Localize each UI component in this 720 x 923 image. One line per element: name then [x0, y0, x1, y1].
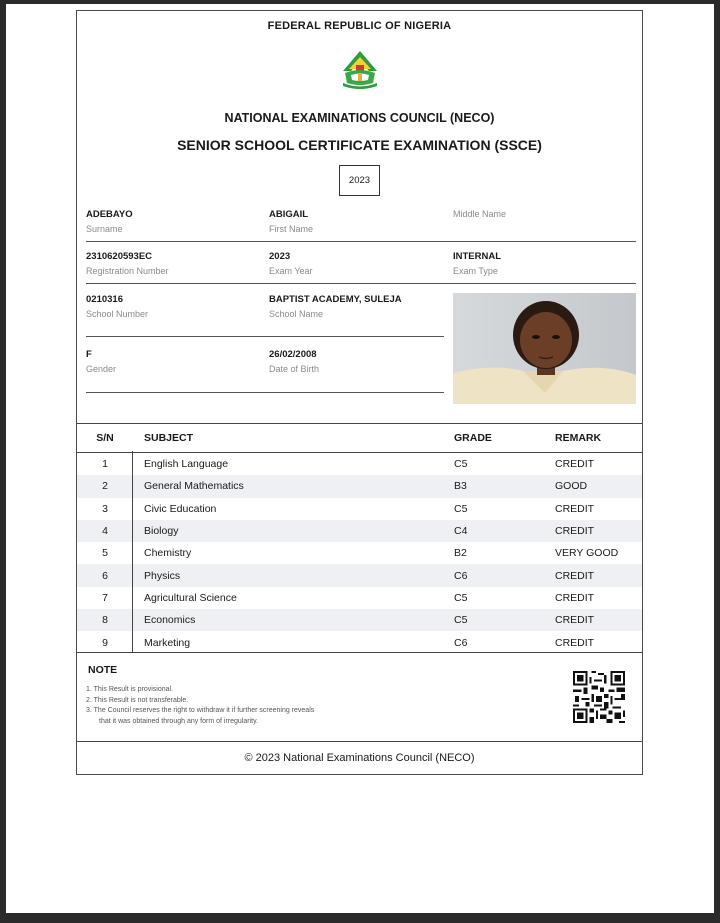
- row-sn: 5: [102, 547, 108, 560]
- row-subject: General Mathematics: [144, 480, 244, 493]
- table-header: [77, 423, 642, 453]
- row-grade: B3: [454, 480, 467, 493]
- table-column-divider: [132, 451, 133, 652]
- exam-year-value: 2023: [269, 251, 291, 262]
- table-row: [77, 542, 642, 564]
- row-grade: B2: [454, 547, 467, 560]
- school-number-field: [86, 294, 148, 319]
- copyright-footer: © 2023 National Examinations Council (NECO): [244, 752, 475, 764]
- exam-year-box: 2023: [339, 165, 380, 196]
- gender-field: [86, 349, 116, 374]
- row-subject: Agricultural Science: [144, 591, 237, 604]
- table-row: [77, 475, 642, 497]
- note-item: 1. This Result is provisional.: [86, 686, 174, 693]
- row-subject: Biology: [144, 525, 179, 538]
- table-row: [77, 520, 642, 542]
- screen-frame-right: [714, 0, 720, 923]
- footer-divider: [77, 741, 642, 742]
- first-name-label: First Name: [269, 224, 314, 234]
- note-list: [86, 685, 314, 727]
- row-subject: Civic Education: [144, 502, 217, 515]
- registration-number-label: Registration Number: [86, 266, 169, 276]
- date-of-birth-value: 26/02/2008: [269, 349, 317, 360]
- candidate-photo: [453, 293, 636, 404]
- first-name-field: [269, 209, 313, 234]
- divider: [86, 336, 444, 337]
- exam-type-value: INTERNAL: [453, 251, 502, 262]
- gender-value: F: [86, 349, 92, 360]
- row-sn: 9: [102, 636, 108, 649]
- first-name-value: ABIGAIL: [269, 209, 309, 220]
- surname-field: [86, 209, 133, 234]
- row-remark: CREDIT: [555, 591, 595, 604]
- row-remark: CREDIT: [555, 458, 595, 471]
- row-remark: GOOD: [555, 480, 588, 493]
- row-sn: 7: [102, 591, 108, 604]
- exam-year-field: [269, 251, 313, 276]
- middle-name-field: [453, 209, 506, 219]
- table-bottom-border: [77, 652, 642, 653]
- screen-frame-bottom: [0, 913, 720, 923]
- header-subject: SUBJECT: [144, 432, 194, 444]
- gender-label: Gender: [86, 364, 117, 374]
- row-remark: CREDIT: [555, 636, 595, 649]
- header-grade: GRADE: [454, 432, 492, 444]
- date-of-birth-label: Date of Birth: [269, 364, 320, 374]
- row-sn: 6: [102, 569, 108, 582]
- row-sn: 8: [102, 614, 108, 627]
- date-of-birth-field: [269, 349, 319, 374]
- row-subject: Physics: [144, 569, 181, 582]
- row-sn: 3: [102, 502, 108, 515]
- country-title: FEDERAL REPUBLIC OF NIGERIA: [267, 20, 452, 32]
- note-item: 3. The Council reserves the right to withdraw it if further screening reveals: [86, 707, 315, 715]
- header-sn: S/N: [96, 432, 114, 444]
- exam-year-label: Exam Year: [269, 266, 313, 276]
- middle-name-label: Middle Name: [453, 209, 507, 219]
- qr-code-icon: [573, 671, 625, 723]
- table-row: [77, 609, 642, 631]
- screen-frame-top: [0, 0, 720, 4]
- table-row: [77, 453, 642, 475]
- exam-title: SENIOR SCHOOL CERTIFICATE EXAMINATION (SSCE): [177, 137, 542, 153]
- exam-type-label: Exam Type: [453, 266, 498, 276]
- surname-label: Surname: [86, 224, 123, 234]
- row-remark: CREDIT: [555, 569, 595, 582]
- registration-number-field: [86, 251, 169, 276]
- note-item-continuation: that it was obtained through any form of irregularity.: [99, 717, 259, 725]
- row-grade: C5: [454, 614, 468, 627]
- row-sn: 1: [102, 458, 108, 471]
- header-remark: REMARK: [555, 432, 602, 444]
- school-name-value: BAPTIST ACADEMY, SULEJA: [269, 294, 402, 305]
- row-grade: C5: [454, 502, 468, 515]
- note-item: 2. This Result is not transferable.: [86, 696, 189, 704]
- council-title: NATIONAL EXAMINATIONS COUNCIL (NECO): [224, 111, 495, 125]
- registration-number-value: 2310620593EC: [86, 251, 153, 262]
- neco-crest-icon: [339, 49, 381, 89]
- row-remark: VERY GOOD: [555, 547, 619, 560]
- result-sheet: [76, 10, 643, 775]
- row-remark: CREDIT: [555, 502, 595, 515]
- table-row: [77, 587, 642, 609]
- divider: [86, 283, 636, 284]
- row-subject: English Language: [144, 458, 229, 471]
- divider: [86, 241, 636, 242]
- school-number-value: 0210316: [86, 294, 123, 305]
- screen-frame-left: [0, 0, 6, 923]
- table-row: [77, 498, 642, 520]
- table-row: [77, 631, 642, 653]
- row-subject: Chemistry: [144, 547, 192, 560]
- surname-value: ADEBAYO: [86, 209, 133, 220]
- row-grade: C4: [454, 525, 468, 538]
- school-name-field: [269, 294, 402, 319]
- row-sn: 4: [102, 525, 108, 538]
- row-subject: Marketing: [144, 636, 191, 649]
- row-grade: C5: [454, 458, 468, 471]
- divider: [86, 392, 444, 393]
- row-grade: C6: [454, 569, 468, 582]
- row-subject: Economics: [144, 614, 196, 627]
- table-row: [77, 564, 642, 586]
- exam-type-field: [453, 251, 501, 276]
- note-title: NOTE: [88, 664, 118, 676]
- row-grade: C5: [454, 591, 468, 604]
- school-name-label: School Name: [269, 309, 324, 319]
- school-number-label: School Number: [86, 309, 149, 319]
- row-sn: 2: [102, 480, 108, 493]
- row-remark: CREDIT: [555, 614, 595, 627]
- row-grade: C6: [454, 636, 468, 649]
- results-table: [77, 423, 642, 654]
- row-remark: CREDIT: [555, 525, 595, 538]
